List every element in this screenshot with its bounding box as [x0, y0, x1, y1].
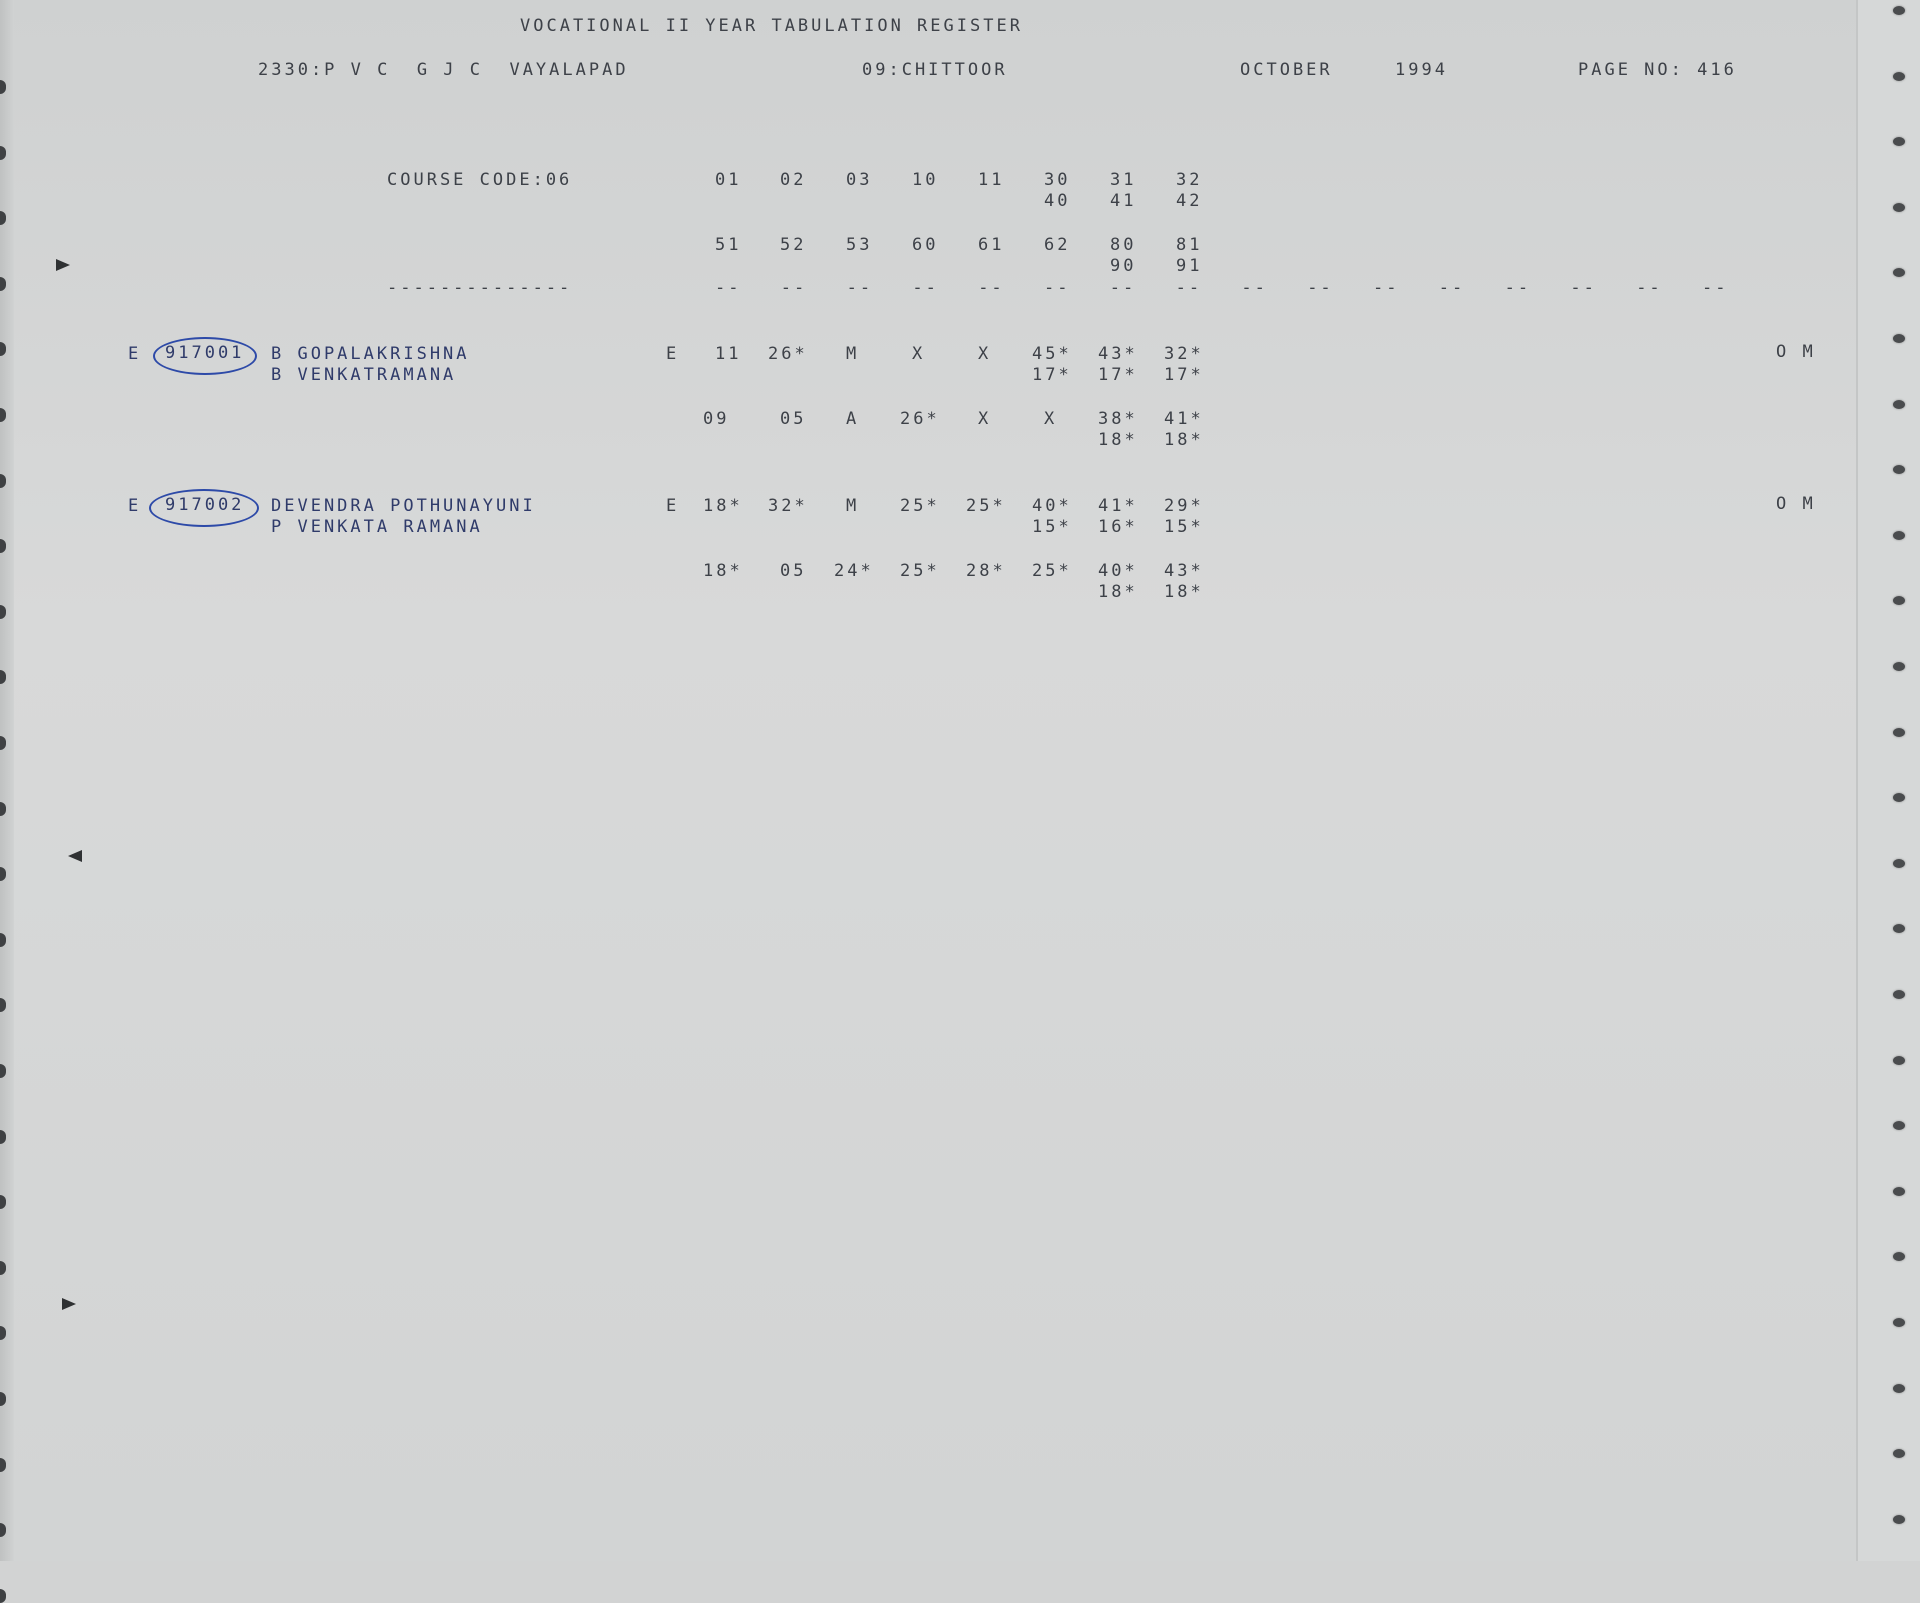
roll-number-circle: [149, 489, 259, 527]
subject-mark: 18*: [1164, 582, 1204, 602]
column-dash: --: [715, 278, 742, 298]
feed-hole-icon: [1893, 662, 1905, 671]
course-code-label: COURSE CODE:06: [387, 170, 573, 190]
subject-mark: 18*: [703, 561, 743, 581]
feed-hole-icon: [1893, 1384, 1905, 1393]
subject-code: 11: [978, 170, 1005, 190]
roll-number: 917002: [165, 495, 245, 515]
subject-mark: X: [978, 409, 992, 429]
subject-code: 30: [1044, 170, 1071, 190]
subject-mark: 11: [715, 344, 742, 364]
subject-mark: 25*: [900, 496, 940, 516]
subject-mark: 26*: [768, 344, 808, 364]
feed-hole-icon: [1893, 990, 1905, 999]
subject-mark: 17*: [1098, 365, 1138, 385]
register-title: VOCATIONAL II YEAR TABULATION REGISTER: [520, 16, 1023, 36]
feed-hole-icon: [1893, 1318, 1905, 1327]
subject-code: 03: [846, 170, 873, 190]
exam-year: 1994: [1395, 60, 1448, 80]
subject-mark: 17*: [1032, 365, 1072, 385]
binder-pin-icon: [68, 850, 82, 862]
subject-mark: 32*: [1164, 344, 1204, 364]
subject-code: 02: [780, 170, 807, 190]
edge-mark-icon: [0, 1589, 6, 1603]
subject-code: 01: [715, 170, 742, 190]
subject-mark: 25*: [966, 496, 1006, 516]
subject-mark: 26*: [900, 409, 940, 429]
subject-code: 51: [715, 235, 742, 255]
subject-mark: 32*: [768, 496, 808, 516]
medium-code: E: [666, 496, 680, 516]
subject-mark: 18*: [1098, 430, 1138, 450]
feed-hole-icon: [1893, 531, 1905, 540]
subject-code: 81: [1176, 235, 1203, 255]
feed-hole-icon: [1893, 859, 1905, 868]
page-number: PAGE NO: 416: [1578, 60, 1737, 80]
subject-mark: 09: [703, 409, 730, 429]
result-code: O M: [1776, 494, 1816, 514]
subject-code: 40: [1044, 191, 1071, 211]
column-dash: --: [1702, 278, 1729, 298]
subject-code: 10: [912, 170, 939, 190]
medium-code: E: [666, 344, 680, 364]
subject-code: 42: [1176, 191, 1203, 211]
result-code: O M: [1776, 342, 1816, 362]
column-dash: --: [1307, 278, 1334, 298]
subject-code: 90: [1110, 256, 1137, 276]
subject-code: 52: [780, 235, 807, 255]
subject-mark: 40*: [1098, 561, 1138, 581]
student-name: DEVENDRA POTHUNAYUNI: [271, 496, 536, 516]
column-dash: --: [1241, 278, 1268, 298]
subject-mark: 18*: [1098, 582, 1138, 602]
exam-month: OCTOBER: [1240, 60, 1333, 80]
column-dash: --: [1373, 278, 1400, 298]
subject-mark: 05: [780, 561, 807, 581]
subject-mark: 17*: [1164, 365, 1204, 385]
subject-mark: 38*: [1098, 409, 1138, 429]
father-name: B VENKATRAMANA: [271, 365, 457, 385]
subject-code: 62: [1044, 235, 1071, 255]
subject-mark: M: [846, 344, 860, 364]
subject-mark: 45*: [1032, 344, 1072, 364]
feed-hole-icon: [1893, 6, 1905, 15]
student-name: B GOPALAKRISHNA: [271, 344, 470, 364]
column-dash: --: [1438, 278, 1466, 298]
subject-code: 53: [846, 235, 873, 255]
subject-mark: 43*: [1164, 561, 1204, 581]
subject-code: 31: [1110, 170, 1137, 190]
student-prefix: E: [128, 344, 142, 364]
subject-code: 32: [1176, 170, 1203, 190]
subject-mark: 25*: [1032, 561, 1072, 581]
column-dash: --: [846, 278, 874, 298]
feed-hole-icon: [1893, 400, 1905, 409]
subject-code: 80: [1110, 235, 1137, 255]
feed-hole-icon: [1893, 1056, 1905, 1065]
binder-pin-icon: [56, 259, 70, 271]
subject-mark: 41*: [1164, 409, 1204, 429]
column-dash: --: [1504, 278, 1532, 298]
subject-mark: 43*: [1098, 344, 1138, 364]
column-dash: --: [978, 278, 1005, 298]
feed-hole-icon: [1893, 1515, 1905, 1524]
district-name: 09:CHITTOOR: [862, 60, 1008, 80]
subject-mark: 24*: [834, 561, 874, 581]
roll-number-circle: [153, 337, 257, 375]
subject-mark: 40*: [1032, 496, 1072, 516]
roll-number: 917001: [165, 343, 245, 363]
subject-mark: 29*: [1164, 496, 1204, 516]
subject-mark: 15*: [1164, 517, 1204, 537]
column-dash: --: [1044, 278, 1071, 298]
column-dash: --: [1636, 278, 1663, 298]
subject-mark: 15*: [1032, 517, 1072, 537]
binder-pin-icon: [62, 1298, 76, 1310]
column-dash: --: [1570, 278, 1597, 298]
feed-hole-icon: [1893, 334, 1905, 343]
feed-hole-icon: [1893, 203, 1905, 212]
father-name: P VENKATA RAMANA: [271, 517, 483, 537]
subject-mark: X: [1044, 409, 1058, 429]
subject-code: 60: [912, 235, 939, 255]
subject-mark: 18*: [1164, 430, 1204, 450]
subject-mark: 05: [780, 409, 807, 429]
subject-code: 41: [1110, 191, 1137, 211]
subject-mark: 28*: [966, 561, 1006, 581]
subject-mark: X: [978, 344, 992, 364]
subject-mark: 41*: [1098, 496, 1138, 516]
subject-mark: A: [846, 409, 860, 429]
course-underline: --------------: [387, 278, 573, 298]
subject-code: 61: [978, 235, 1005, 255]
column-dash: --: [1109, 278, 1137, 298]
feed-hole-icon: [1893, 728, 1905, 737]
tractor-feed-strip: [1856, 0, 1920, 1561]
subject-mark: 16*: [1098, 517, 1138, 537]
column-dash: --: [780, 278, 808, 298]
subject-code: 91: [1176, 256, 1203, 276]
column-dash: --: [912, 278, 939, 298]
subject-mark: 18*: [703, 496, 743, 516]
feed-hole-icon: [1893, 1187, 1905, 1196]
college-name: 2330:P V C G J C VAYALAPAD: [258, 60, 629, 80]
subject-mark: M: [846, 496, 860, 516]
subject-mark: X: [912, 344, 926, 364]
student-prefix: E: [128, 496, 142, 516]
subject-mark: 25*: [900, 561, 940, 581]
column-dash: --: [1175, 278, 1203, 298]
feed-hole-icon: [1893, 72, 1905, 81]
